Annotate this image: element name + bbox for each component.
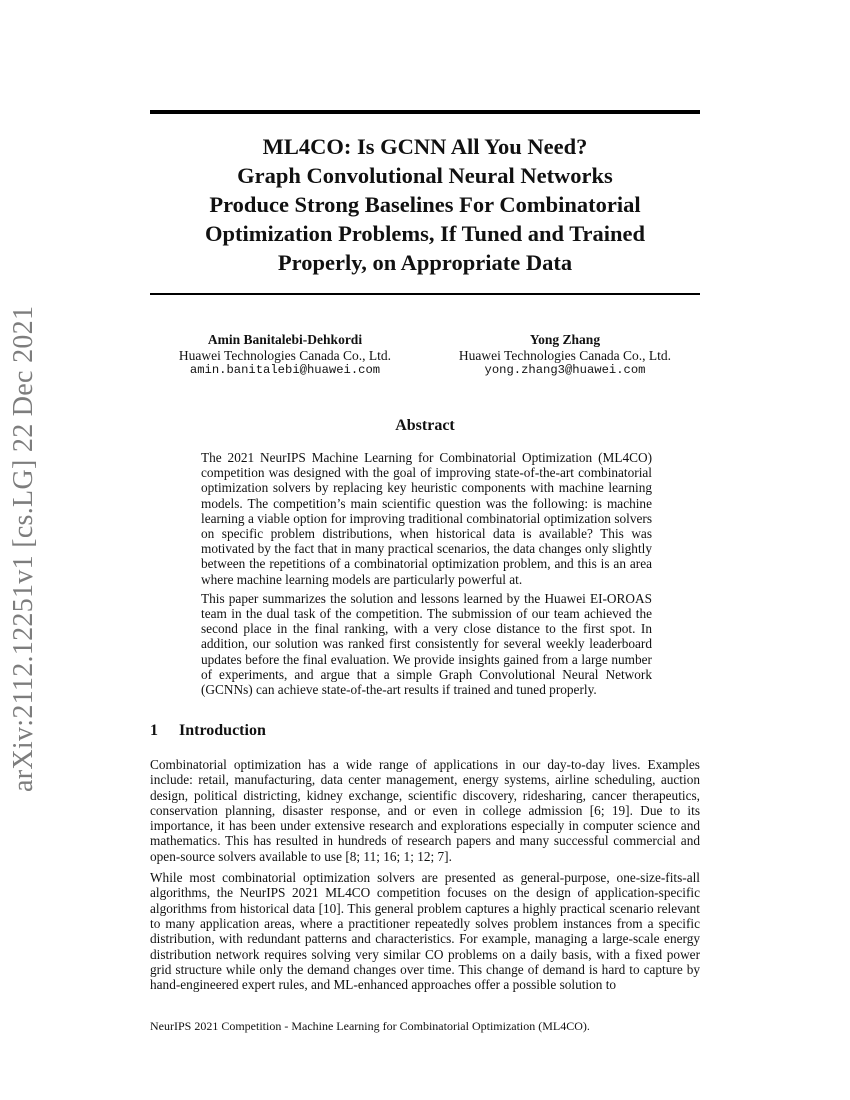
title-line: Optimization Problems, If Tuned and Trained xyxy=(204,221,646,246)
title-line: ML4CO: Is GCNN All You Need? xyxy=(262,134,588,159)
author-name: Yong Zhang xyxy=(529,332,601,347)
author-block xyxy=(140,332,430,379)
title-line: Graph Convolutional Neural Networks xyxy=(237,163,613,188)
section-heading xyxy=(150,722,266,740)
section-title: Introduction xyxy=(179,722,266,739)
body-paragraph: While most combinatorial optimization solvers are presented as general-purpose, one-size-fits-all algorithms, the NeurIPS 2021 ML4CO competition focuses on the design of application-specific algorithms from historical data [10]. This general problem captures a highly practical scenario relevant to many application areas, where a practitioner repeatedly solves problem instances from a specific distribution, with redundant patterns and characteristics. For example, managing a large-scale energy distribution network requires solving very similar CO problems on a daily basis, with a fixed power grid structure while only the demand changes over time. This change of demand is hard to capture by hand-engineered expert rules, and ML-enhanced approaches offer a possible solution to xyxy=(150,870,700,993)
abstract-body xyxy=(201,450,652,701)
body-paragraph: Combinatorial optimization has a wide range of applications in our day-to-day lives. Examples include: retail, manufacturing, data center management, energy systems, airline scheduling, auction design, political districting, kidney exchange, scientific discovery, ridesharing, cancer therapeutics, conservation planning, disaster response, and or even in college admission [6; 19]. Due to its importance, it has been under extensive research and explorations especially in computer science and mathematics. This has resulted in hundreds of research papers and many successful commercial and open-source solvers available to use [8; 11; 16; 1; 12; 7]. xyxy=(150,757,700,864)
author-block xyxy=(420,332,710,379)
footnote: NeurIPS 2021 Competition - Machine Learning for Combinatorial Optimization (ML4CO). xyxy=(150,1019,590,1033)
abstract-paragraph: The 2021 NeurIPS Machine Learning for Combinatorial Optimization (ML4CO) competition was designed with the goal of improving state-of-the-art combinatorial optimization solvers by replacing key heuristic components with machine learning models. The competition’s main scientific question was the following: is machine learning a viable option for improving traditional combinatorial optimization solvers on specific problem distributions, when historical data is available? This was motivated by the fact that in many practical scenarios, the data changes only slightly between the repetitions of a combinatorial optimization problem, and this is an area where machine learning models are particularly powerful at. xyxy=(201,450,652,587)
author-affiliation: Huawei Technologies Canada Co., Ltd. xyxy=(178,347,392,363)
title-rule-top xyxy=(150,110,700,114)
abstract-paragraph: This paper summarizes the solution and lessons learned by the Huawei EI-OROAS team in the dual task of the competition. The submission of our team achieved the second place in the final ranking, with a very close distance to the first spot. In addition, our solution was ranked first consistently for several weekly leaderboard updates before the final evaluation. We provide insights gained from a large number of experiments, and argue that a simple Graph Convolutional Neural Network (GCNNs) can achieve state-of-the-art results if trained and tuned properly. xyxy=(201,590,652,698)
abstract-heading: Abstract xyxy=(395,417,455,434)
paper-title xyxy=(150,132,700,277)
introduction-body xyxy=(150,757,700,998)
title-line: Properly, on Appropriate Data xyxy=(277,250,573,275)
author-name: Amin Banitalebi-Dehkordi xyxy=(207,332,363,347)
author-affiliation: Huawei Technologies Canada Co., Ltd. xyxy=(458,347,672,363)
author-email: yong.zhang3@huawei.com xyxy=(484,363,646,377)
title-rule-bottom xyxy=(150,293,700,295)
section-number: 1 xyxy=(150,722,158,739)
arxiv-stamp: arXiv:2112.12251v1 [cs.LG] 22 Dec 2021 xyxy=(8,305,39,792)
title-line: Produce Strong Baselines For Combinatorial xyxy=(209,192,641,217)
author-email: amin.banitalebi@huawei.com xyxy=(189,363,381,377)
